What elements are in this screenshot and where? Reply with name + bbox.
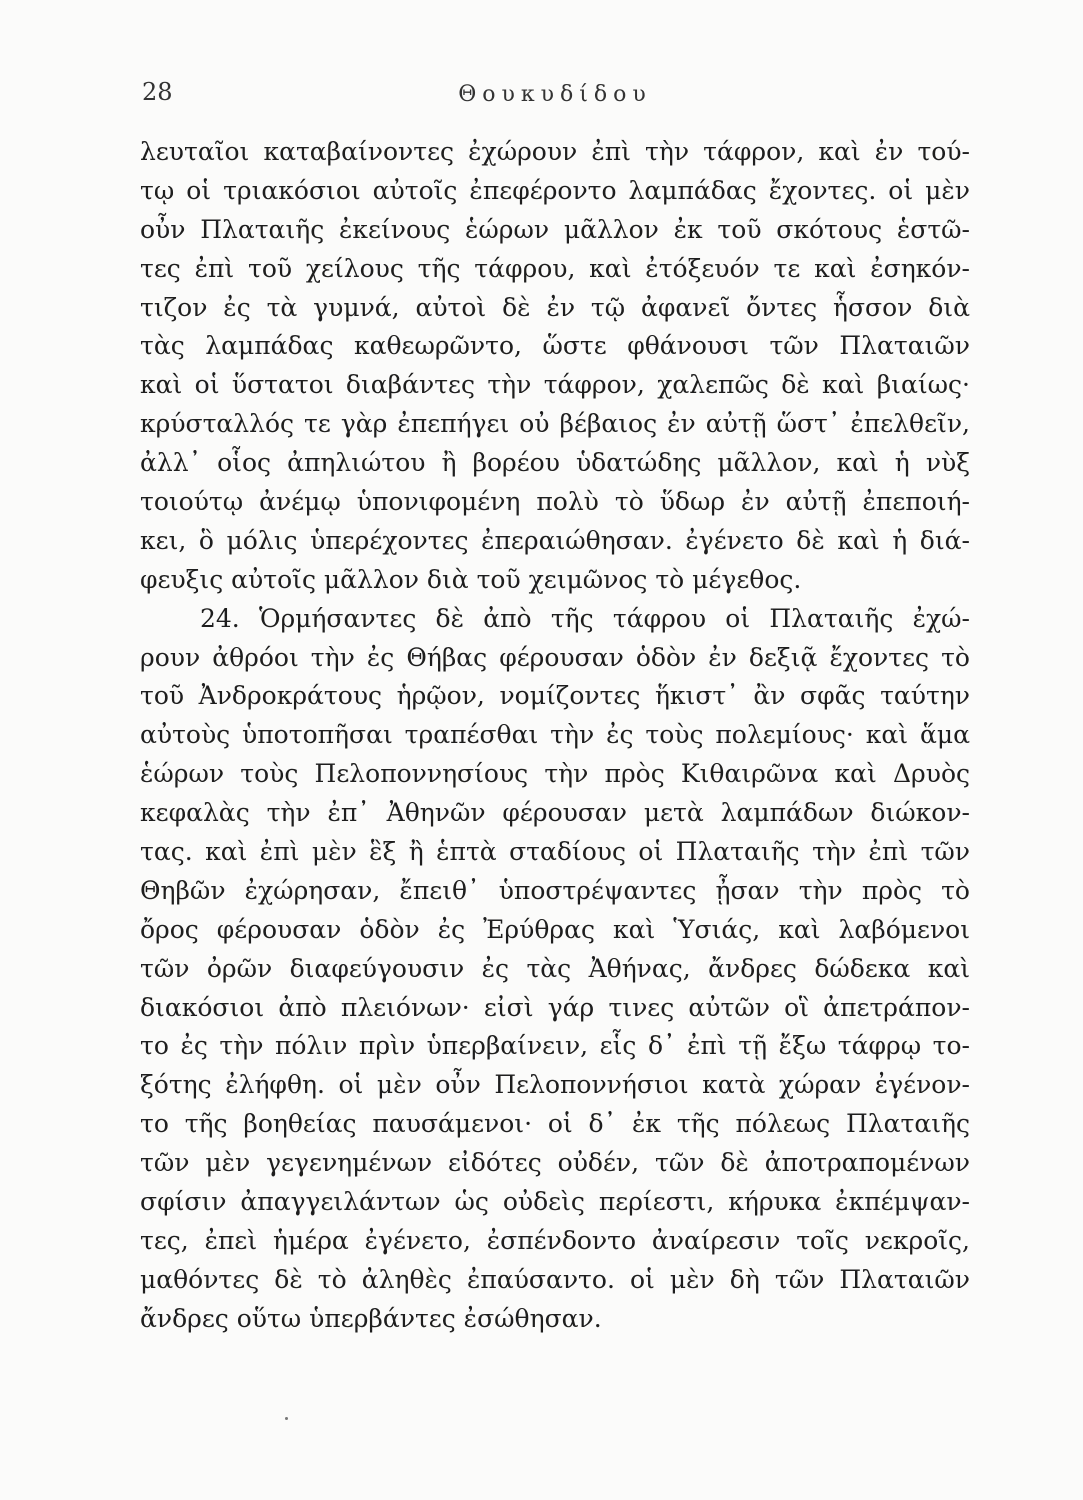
text-line: τοιούτῳ ἀνέμῳ ὑπονιφομένη πολὺ τὸ ὕδωρ ἐν αὐτῇ ἐπεποιή- xyxy=(140,487,970,517)
text-line: τας. καὶ ἐπὶ μὲν ἓξ ἢ ἑπτὰ σταδίους οἱ Πλαταιῆς τὴν ἐπὶ τῶν xyxy=(140,837,970,867)
text-line: σφίσιν ἀπαγγειλάντων ὡς οὐδεὶς περίεστι, κήρυκα ἐκπέμψαν- xyxy=(140,1187,970,1217)
text-line: διακόσιοι ἀπὸ πλειόνων· εἰσὶ γάρ τινες αὐτῶν οἳ ἀπετράπον- xyxy=(140,992,970,1022)
running-title: Θουκυδίδου xyxy=(458,82,652,107)
text-line: φευξις αὐτοῖς μᾶλλον διὰ τοῦ χειμῶνος τὸ μέγεθος. xyxy=(140,564,802,594)
text-line: ὄρος φέρουσαν ὁδὸν ἐς Ἐρύθρας καὶ Ὑσιάς, καὶ λαβόμενοι xyxy=(140,914,970,944)
print-speck xyxy=(285,1417,288,1420)
text-line: τῶν ὀρῶν διαφεύγουσιν ἐς τὰς Ἀθήνας, ἄνδρες δώδεκα καὶ xyxy=(140,953,970,983)
text-line: τὰς λαμπάδας καθεωρῶντο, ὥστε φθάνουσι τῶν Πλαταιῶν xyxy=(140,331,970,361)
text-line: τιζον ἐς τὰ γυμνά, αὐτοὶ δὲ ἐν τῷ ἀφανεῖ ὄντες ἧσσον διὰ xyxy=(140,292,970,322)
text-line: αὐτοὺς ὑποτοπῆσαι τραπέσθαι τὴν ἐς τοὺς πολεμίους· καὶ ἅμα xyxy=(140,720,970,750)
text-line: ρουν ἀθρόοι τὴν ἐς Θήβας φέρουσαν ὁδὸν ἐν δεξιᾷ ἔχοντες τὸ xyxy=(140,642,970,672)
body-text xyxy=(140,133,970,1339)
text-line: τες, ἐπεὶ ἡμέρα ἐγένετο, ἐσπένδοντο ἀναίρεσιν τοῖς νεκροῖς, xyxy=(140,1225,970,1255)
text-line: ἀλλ᾽ οἷος ἀπηλιώτου ἢ βορέου ὑδατώδης μᾶλλον, καὶ ἡ νὺξ xyxy=(140,448,970,478)
text-line: τῳ οἱ τριακόσιοι αὐτοῖς ἐπεφέροντο λαμπάδας ἔχοντες. οἱ μὲν xyxy=(140,175,970,205)
text-line: κεφαλὰς τὴν ἐπ᾽ Ἀθηνῶν φέρουσαν μετὰ λαμπάδων διώκον- xyxy=(140,798,970,828)
text-line: τοῦ Ἀνδροκράτους ἡρῷον, νομίζοντες ἥκιστ᾽ ἂν σφᾶς ταύτην xyxy=(140,681,970,711)
text-line: τες ἐπὶ τοῦ χείλους τῆς τάφρου, καὶ ἐτόξευόν τε καὶ ἐσηκόν- xyxy=(140,253,970,283)
text-line: ἄνδρες οὕτω ὑπερβάντες ἐσώθησαν. xyxy=(140,1303,602,1333)
text-line: οὖν Πλαταιῆς ἐκείνους ἑώρων μᾶλλον ἐκ τοῦ σκότους ἑστῶ- xyxy=(140,214,970,244)
page-header xyxy=(140,78,970,118)
text-line: ξότης ἐλήφθη. οἱ μὲν οὖν Πελοποννήσιοι κατὰ χώραν ἐγένον- xyxy=(140,1070,970,1100)
text-line: λευταῖοι καταβαίνοντες ἐχώρουν ἐπὶ τὴν τάφρον, καὶ ἐν τού- xyxy=(140,137,970,166)
text-line: μαθόντες δὲ τὸ ἀληθὲς ἐπαύσαντο. οἱ μὲν δὴ τῶν Πλαταιῶν xyxy=(140,1264,970,1294)
text-line: ἑώρων τοὺς Πελοποννησίους τὴν πρὸς Κιθαιρῶνα καὶ Δρυὸς xyxy=(140,759,970,789)
text-line: καὶ οἱ ὕστατοι διαβάντες τὴν τάφρον, χαλεπῶς δὲ καὶ βιαίως· xyxy=(140,370,970,400)
page-number: 28 xyxy=(142,78,173,106)
text-line: τῶν μὲν γεγενημένων εἰδότες οὐδέν, τῶν δὲ ἀποτραπομένων xyxy=(140,1148,970,1178)
section-start-line: 24. Ὁρμήσαντες δὲ ἀπὸ τῆς τάφρου οἱ Πλαταιῆς ἐχώ- xyxy=(200,603,970,633)
text-line: Θηβῶν ἐχώρησαν, ἔπειθ᾽ ὑποστρέψαντες ᾖσαν τὴν πρὸς τὸ xyxy=(140,875,970,905)
text-line: το ἐς τὴν πόλιν πρὶν ὑπερβαίνειν, εἷς δ᾽ ἐπὶ τῇ ἔξω τάφρῳ το- xyxy=(140,1031,970,1061)
text-line: το τῆς βοηθείας παυσάμενοι· οἱ δ᾽ ἐκ τῆς πόλεως Πλαταιῆς xyxy=(140,1109,970,1139)
text-line: κει, ὃ μόλις ὑπερέχοντες ἐπεραιώθησαν. ἐγένετο δὲ καὶ ἡ διά- xyxy=(140,525,970,555)
text-line: κρύσταλλός τε γὰρ ἐπεπήγει οὐ βέβαιος ἐν αὐτῇ ὥστ᾽ ἐπελθεῖν, xyxy=(140,409,970,439)
